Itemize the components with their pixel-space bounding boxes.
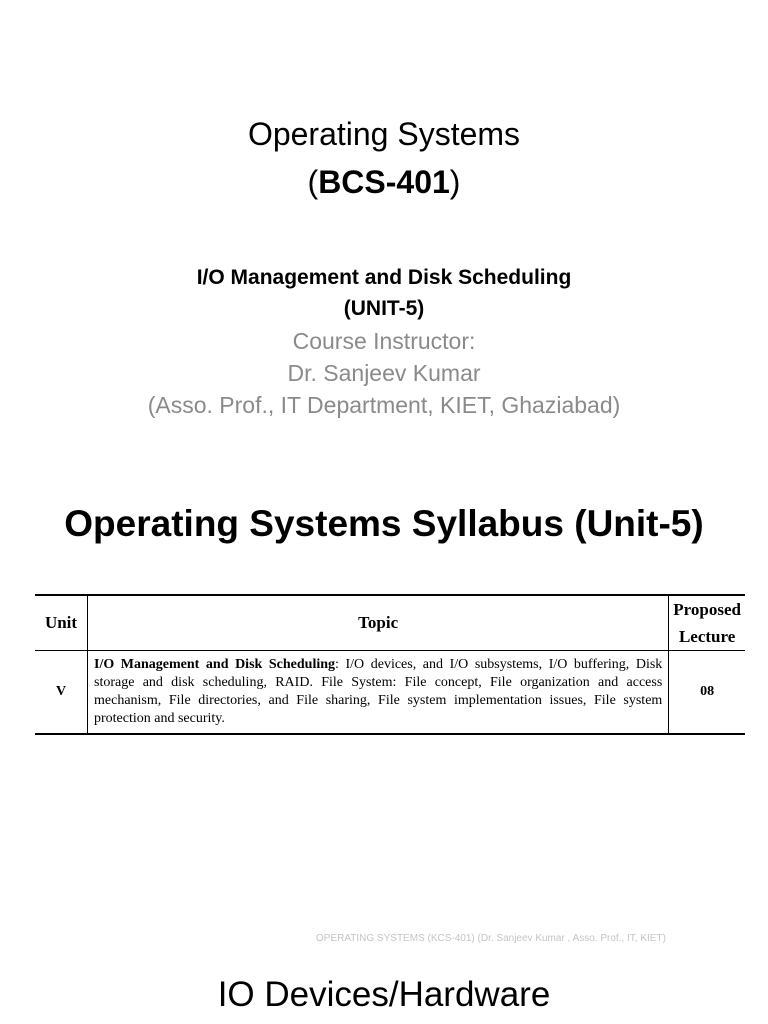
course-code-value: BCS-401	[318, 164, 450, 200]
header-lecture-line2: Lecture	[678, 627, 736, 646]
table-row	[35, 651, 745, 735]
instructor-name: Dr. Sanjeev Kumar	[287, 360, 481, 386]
course-code	[0, 160, 768, 204]
cell-topic-heading: I/O Management and Disk Scheduling	[94, 657, 336, 672]
cell-unit: V	[35, 651, 88, 735]
header-proposed-lecture	[669, 595, 745, 651]
slide-footer: OPERATING SYSTEMS (KCS-401) (Dr. Sanjeev Kumar , Asso. Prof., IT, KIET)	[316, 933, 666, 944]
header-unit: Unit	[35, 595, 88, 651]
slide-title: Operating Systems	[247, 116, 521, 152]
next-slide-title: IO Devices/Hardware	[217, 975, 551, 1014]
course-code-close-paren: )	[449, 164, 461, 200]
cell-topic	[88, 651, 669, 735]
course-code-open-paren: (	[307, 164, 319, 200]
instructor-affiliation: (Asso. Prof., IT Department, KIET, Ghaziabad)	[147, 392, 621, 418]
syllabus-table	[35, 594, 745, 735]
cell-topic-details: : I/O devices, and I/O subsystems, I/O buffering, Disk storage and disk scheduling, RAID. File System: File concept, File organization and access mechanism, File directories, and File sharing, File system implementation issues, File system protection and security.	[94, 657, 663, 726]
unit-title: I/O Management and Disk Scheduling	[196, 266, 572, 289]
unit-number: (UNIT-5)	[343, 297, 425, 320]
table-header-row	[35, 595, 745, 651]
header-lecture-line1: Proposed	[673, 600, 741, 619]
syllabus-title: Operating Systems Syllabus (Unit-5)	[64, 503, 704, 544]
instructor-label: Course Instructor:	[292, 328, 476, 354]
header-topic: Topic	[88, 595, 669, 651]
cell-lecture: 08	[669, 651, 745, 735]
